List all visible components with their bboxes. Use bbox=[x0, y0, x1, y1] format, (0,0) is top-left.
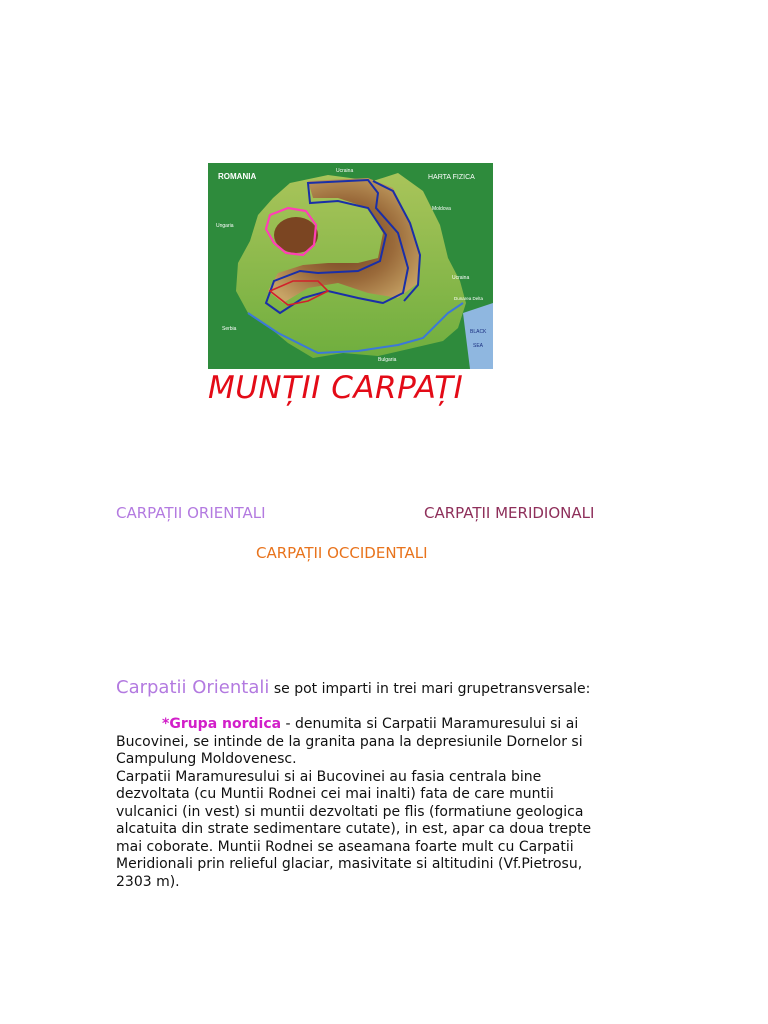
map-label-romania: ROMANIA bbox=[218, 172, 257, 181]
map-label-moldova: Moldova bbox=[432, 206, 451, 212]
romania-physical-map bbox=[208, 163, 493, 369]
map-label-sea-2: SEA bbox=[473, 343, 484, 349]
paragraph-line-1 bbox=[116, 716, 656, 734]
paragraph-line: Campulung Moldovenesc. bbox=[116, 751, 297, 767]
page-title: MUNȚII CARPAȚI bbox=[208, 370, 464, 406]
map-label-west: Ungaria bbox=[216, 223, 234, 229]
paragraph-line: mai coborate. Muntii Rodnei se aseamana foarte mult cu Carpatii bbox=[116, 838, 574, 855]
intro-rest: se pot imparti in trei mari grupetransversale: bbox=[269, 681, 591, 697]
map-label-south: Bulgaria bbox=[378, 357, 397, 363]
grupa-nordica-label: *Grupa nordica bbox=[162, 716, 282, 732]
paragraph-line: Carpatii Maramuresului si ai Bucovinei au fasia centrala bine bbox=[116, 768, 542, 785]
body-paragraph bbox=[116, 716, 656, 891]
subheading-occidentali: CARPAȚII OCCIDENTALI bbox=[256, 544, 428, 562]
paragraph-line-1-rest: - denumita si Carpatii Maramuresului si ai bbox=[281, 716, 579, 732]
map-label-north: Ucraina bbox=[336, 168, 354, 174]
map-label-delta: Dunarea Delta bbox=[454, 296, 484, 301]
intro-sentence bbox=[116, 677, 590, 698]
paragraph-line: dezvoltata (cu Muntii Rodnei cei mai inalti) fata de care muntii bbox=[116, 786, 554, 802]
map-label-sw: Serbia bbox=[222, 326, 237, 332]
subheading-meridionali: CARPAȚII MERIDIONALI bbox=[424, 504, 595, 522]
paragraph-line: 2303 m). bbox=[116, 873, 180, 890]
paragraph-line: Bucovinei, se intinde de la granita pana la depresiunile Dornelor si bbox=[116, 733, 583, 750]
paragraph-line: Meridionali prin relieful glaciar, masivitate si altitudini (Vf.Pietrosu, bbox=[116, 856, 583, 872]
intro-lead: Carpatii Orientali bbox=[116, 677, 270, 698]
paragraph-line: vulcanici (in vest) si muntii dezvoltati pe flis (formatiune geologica bbox=[116, 803, 584, 820]
paragraph-line: alcatuita din strate sedimentare cutate), in est, apar ca doua trepte bbox=[116, 821, 592, 837]
map-label-sea-1: BLACK bbox=[470, 329, 487, 335]
map-label-east: Ucraina bbox=[452, 275, 470, 281]
subheading-orientali: CARPAȚII ORIENTALI bbox=[116, 504, 266, 522]
map-label-harta: HARTA FIZICA bbox=[428, 174, 475, 181]
